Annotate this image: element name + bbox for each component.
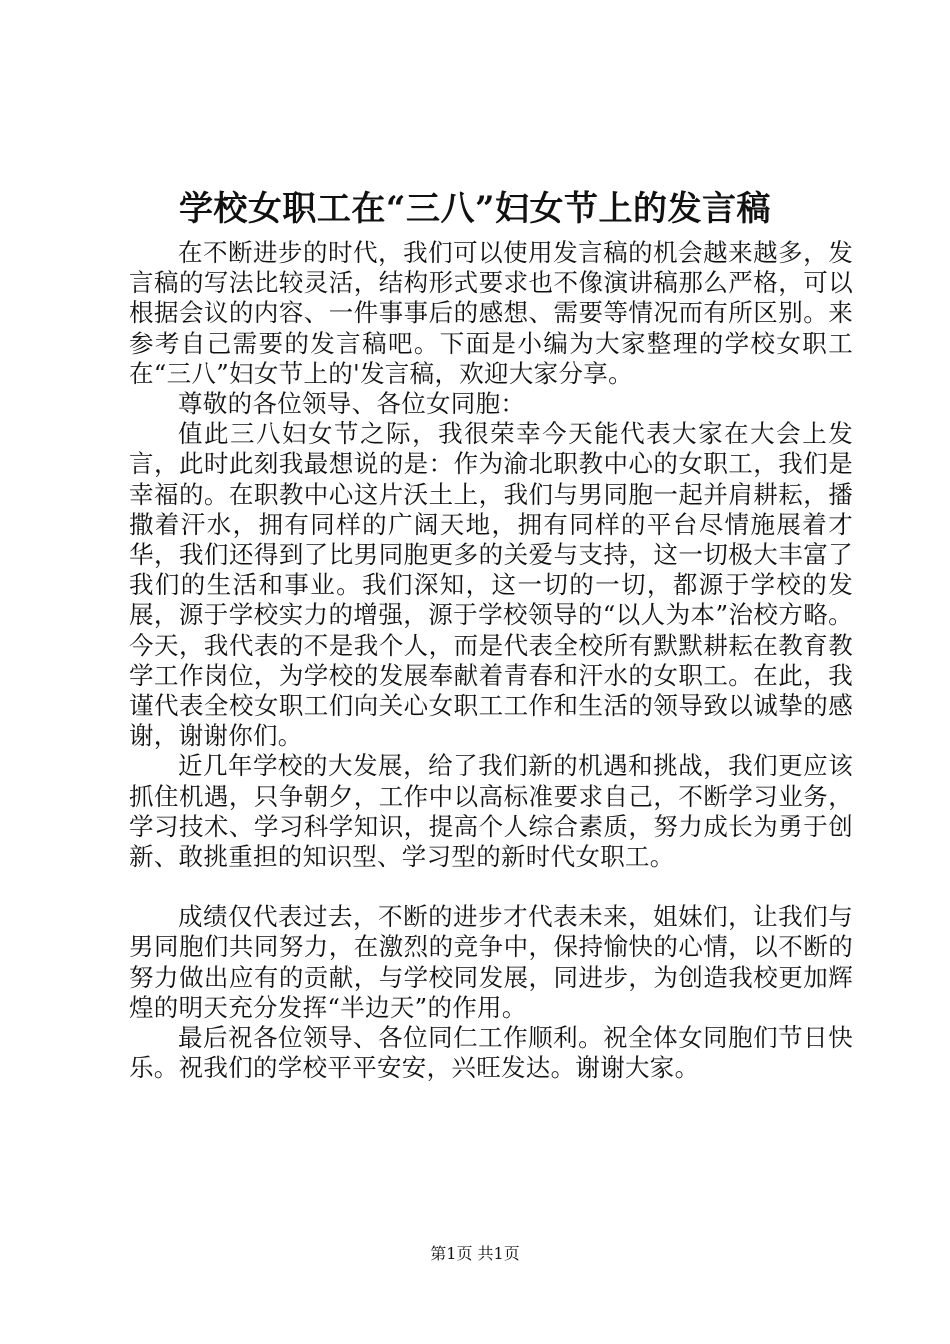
body-paragraph-2: 近几年学校的大发展，给了我们新的机遇和挑战，我们更应该抓住机遇，只争朝夕，工作中以高标准要求自己，不断学习业务，学习技术、学习科学知识，提高个人综合素质，努力成长为勇于创新、敢挑重担的知识型、学习型的新时代女职工。 [129, 751, 853, 872]
body-paragraph-3: 成绩仅代表过去，不断的进步才代表未来，姐妹们，让我们与男同胞们共同努力，在激烈的竞争中，保持愉快的心情，以不断的努力做出应有的贡献，与学校同发展，同进步，为创造我校更加辉煌的明天充分发挥“半边天”的作用。 [129, 902, 853, 1022]
intro-paragraph: 在不断进步的时代，我们可以使用发言稿的机会越来越多，发言稿的写法比较灵活，结构形式要求也不像演讲稿那么严格，可以根据会议的内容、一件事事后的感想、需要等情况而有所区别。来参考自己需要的发言稿吧。下面是小编为大家整理的学校女职工在“三八”妇女节上的'发言稿，欢迎大家分享。 [129, 238, 853, 388]
page-footer: 第1页 共1页 [430, 1244, 520, 1263]
document-title: 学校女职工在“三八”妇女节上的发言稿 [178, 189, 772, 229]
salutation-paragraph: 尊敬的各位领导、各位女同胞： [178, 389, 526, 419]
closing-paragraph: 最后祝各位领导、各位同仁工作顺利。祝全体女同胞们节日快乐。祝我们的学校平平安安，兴旺发达。谢谢大家。 [129, 1023, 853, 1083]
body-paragraph-1: 值此三八妇女节之际，我很荣幸今天能代表大家在大会上发言，此时此刻我最想说的是：作为渝北职教中心的女职工，我们是幸福的。在职教中心这片沃土上，我们与男同胞一起并肩耕耘，播撒着汗水，拥有同样的广阔天地，拥有同样的平台尽情施展着才华，我们还得到了比男同胞更多的关爱与支持，这一切极大丰富了我们的生活和事业。我们深知，这一切的一切，都源于学校的发展，源于学校实力的增强，源于学校领导的“以人为本”治校方略。今天，我代表的不是我个人，而是代表全校所有默默耕耘在教育教学工作岗位，为学校的发展奉献着青春和汗水的女职工。在此，我谨代表全校女职工们向关心女职工工作和生活的领导致以诚挚的感谢，谢谢你们。 [129, 419, 853, 751]
document-body [129, 238, 853, 1083]
